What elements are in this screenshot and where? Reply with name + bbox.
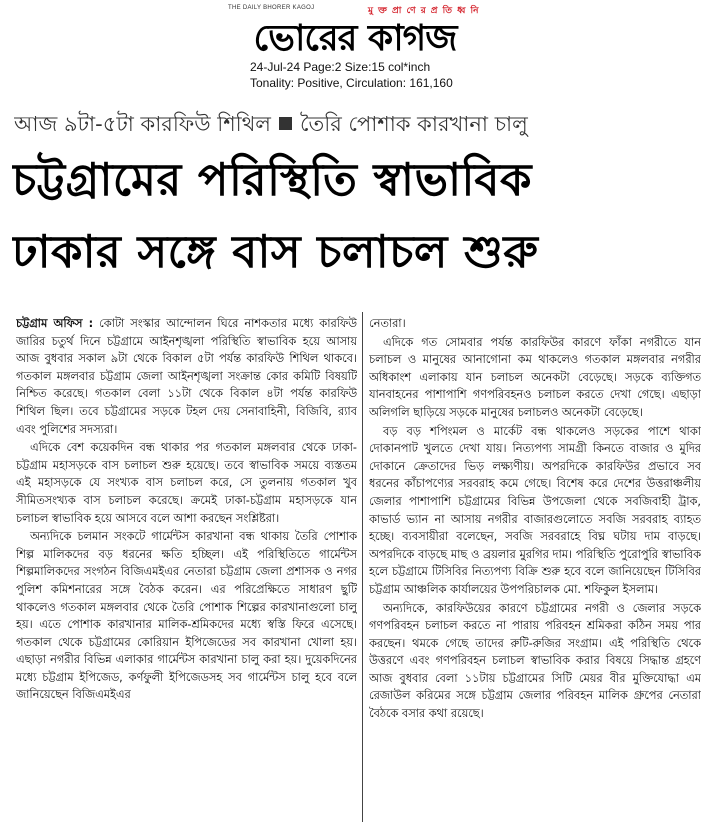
article-paragraph-text: কোটা সংস্কার আন্দোলন ঘিরে নাশকতার মধ্যে কারফিউ জারির চতুর্থ দিনে চট্টগ্রামে আইনশৃঙ্খলা পরিস্থিতি স্বাভাবিক হয়ে আসায় আজ বুধবার সকাল ৯টা থেকে বিকাল ৫টা পর্যন্ত কারফিউ শিথিল থাকবে। গতকাল মঙ্গলবার চট্টগ্রাম জেলা আইনশৃঙ্খলা সংক্রান্ত কোর কমিটি বিষয়টি নিশ্চিত করেছে। গতকাল বেলা ১১টা থেকে বিকাল ৪টা পর্যন্ত কারফিউ শিথিল ছিল। তবে চট্টগ্রামের সড়কে টহল দেয় সেনাবাহিনী, বিজিবি, র‍্যাব এবং পুলিশের সদস্যরা। — [16, 317, 357, 436]
kicker-part-2: তৈরি পোশাক কারখানা চালু — [299, 112, 528, 136]
headline-line-1: চট্টগ্রামের পরিস্থিতি স্বাভাবিক — [12, 153, 532, 206]
clipping-meta-date: 24-Jul-24 Page:2 Size:15 col*inch — [250, 60, 431, 74]
clipping-meta-tonality: Tonality: Positive, Circulation: 161,160 — [250, 76, 453, 90]
kicker-part-1: আজ ৯টা-৫টা কারফিউ শিথিল — [14, 112, 271, 136]
article-paragraph: অন্যদিকে চলমান সংকটে গার্মেন্টস কারখানা বন্ধ থাকায় তৈরি পোশাক শিল্প মালিকদের বড় ধরনের ক্ষতি হচ্ছিল। এই পরিস্থিতিতে গার্মেন্টস শিল্পমালিকদের সংগঠন বিজিএমইএর নেতারা চট্টগ্রাম জেলা প্রশাসক ও নগর পুলিশ কমিশনারের সঙ্গে বৈঠক করেন। এর পরিপ্রেক্ষিতে সাধারণ ছুটি থাকলেও গতকাল মঙ্গলবার থেকে তৈরি পোশাক শিল্পের কারখানাগুলো চালু হয়। এতে পোশাক কারখানার মালিক-শ্রমিকদের মধ্যে স্বস্তি ফিরে এসেছে। গতকাল থেকে চট্টগ্রামের কোরিয়ান ইপিজেডের সব কারখানা খোলা হয়। এছাড়া নগরীর বিভিন্ন এলাকার গার্মেন্টস কারখানা চালু করা হয়। দুয়েকদিনের মধ্যে চট্টগ্রাম ইপিজেড, কর্ণফুলী ইপিজেডসহ সব গার্মেন্টস চালু হবে বলে জানিয়েছেন বিজিএমইএর — [16, 530, 357, 702]
logo-english-label: THE DAILY BHORER KAGOJ — [228, 5, 315, 11]
article-paragraph — [16, 315, 357, 438]
article-paragraph: নেতারা। — [369, 317, 406, 330]
byline: চট্টগ্রাম অফিস : — [16, 317, 94, 330]
article-column-right — [369, 315, 701, 820]
square-bullet-icon — [279, 117, 292, 130]
article-paragraph: এদিকে বেশ কয়েকদিন বন্ধ থাকার পর গতকাল মঙ্গলবার থেকে ঢাকা-চট্টগ্রাম মহাসড়কে বাস চলাচল শুরু হয়েছে। তবে স্বাভাবিক সময়ে ব্যস্ততম এই মহাসড়কে যে সংখ্যক বাস চলাচল করে, সে তুলনায় গতকাল খুব সীমিতসংখ্যক বাস চলাচল করেছে। ক্রমেই ঢাকা-চট্টগ্রাম মহাসড়কে যান চলাচল স্বাভাবিক হয়ে আসবে বলে আশা করছেন সংশ্লিষ্টরা। — [16, 441, 357, 525]
kicker-line — [14, 108, 694, 140]
logo-tagline: মু ক্ত প্রা ণে র প্র তি ধ্ব নি — [368, 6, 480, 16]
headline-line-2: ঢাকার সঙ্গে বাস চলাচল শুরু — [12, 225, 539, 278]
article-paragraph: এদিকে গত সোমবার পর্যন্ত কারফিউর কারণে ফাঁকা নগরীতে যান চলাচল ও মানুষের আনাগোনা কম থাকলেও গতকাল মঙ্গলবার নগরীর অধিকাংশ এলাকায় যান চলাচল অনেকটা বেড়েছে। সড়কে ব্যক্তিগত যানবাহনের পাশাপাশি গণপরিবহনও চলাচল করতে দেখা গেছে। এছাড়া অলিগলি ছাড়িয়ে সড়কে মানুষের চলাচলও অনেকটা বেড়েছে। — [369, 335, 701, 419]
logo-title: ভোরের কাগজ — [253, 18, 457, 59]
masthead — [0, 0, 709, 95]
article-paragraph: অন্যদিকে, কারফিউয়ের কারণে চট্টগ্রামের নগরী ও জেলার সড়কে গণপরিবহন চলাচল করতে না পারায় পরিবহন শ্রমিকরা কঠিন সময় পার করছেন। থমকে গেছে তাদের রুটি-রুজির সংগ্রাম। এই পরিস্থিতি থেকে উত্তরণে এবং গণপরিবহন চলাচল স্বাভাবিক করার বিষয়ে সিদ্ধান্ত গ্রহণে আজ বুধবার বেলা ১১টায় চট্টগ্রামের সিটি মেয়র বীর মুক্তিযোদ্ধা এম রেজাউল করিমের সঙ্গে চট্টগ্রাম জেলার পরিবহন মালিক গ্রুপের নেতারা বৈঠকে বসার কথা রয়েছে। — [369, 601, 701, 721]
article-column-left — [16, 315, 357, 820]
newspaper-logo — [214, 3, 496, 59]
article-paragraph: বড় বড় শপিংমল ও মার্কেট বন্ধ থাকলেও সড়কের পাশে থাকা দোকানপাট খুলতে দেখা যায়। নিত্যপণ্য সামগ্রী কিনতে বাজার ও মুদির দোকানে ক্রেতাদের ভিড় লক্ষ্যণীয়। অপরদিকে কারফিউর প্রভাবে সব ধরনের কাঁচাপণ্যের সরবরাহ কমে গেছে। বিশেষ করে দেশের উত্তরাঞ্চলীয় জেলার পাশাপাশি চট্টগ্রামের বিভিন্ন উপজেলা থেকে সবজিবাহী ট্রাক, কাভার্ড ভ্যান না আসায় নগরীর বাজারগুলোতে সবজি সরবরাহ ব্যাহত হচ্ছে। ব্যবসায়ীরা বলেছেন, সবজি সরবরাহে বিঘ্ন ঘটায় দাম বাড়ছে। অপরদিকে বাড়ছে মাছ ও ব্রয়লার মুরগির দাম। পরিস্থিতি পুরোপুরি স্বাভাবিক হলে চট্টগ্রামে টিসিবির নিত্যপণ্য বিক্রি শুরু হবে বলে জানিয়েছেন টিসিবির চট্টগ্রাম আঞ্চলিক কার্যালয়ের উপপরিচালক মো. শফিকুল ইসলাম। — [369, 424, 701, 596]
column-divider — [362, 312, 363, 822]
